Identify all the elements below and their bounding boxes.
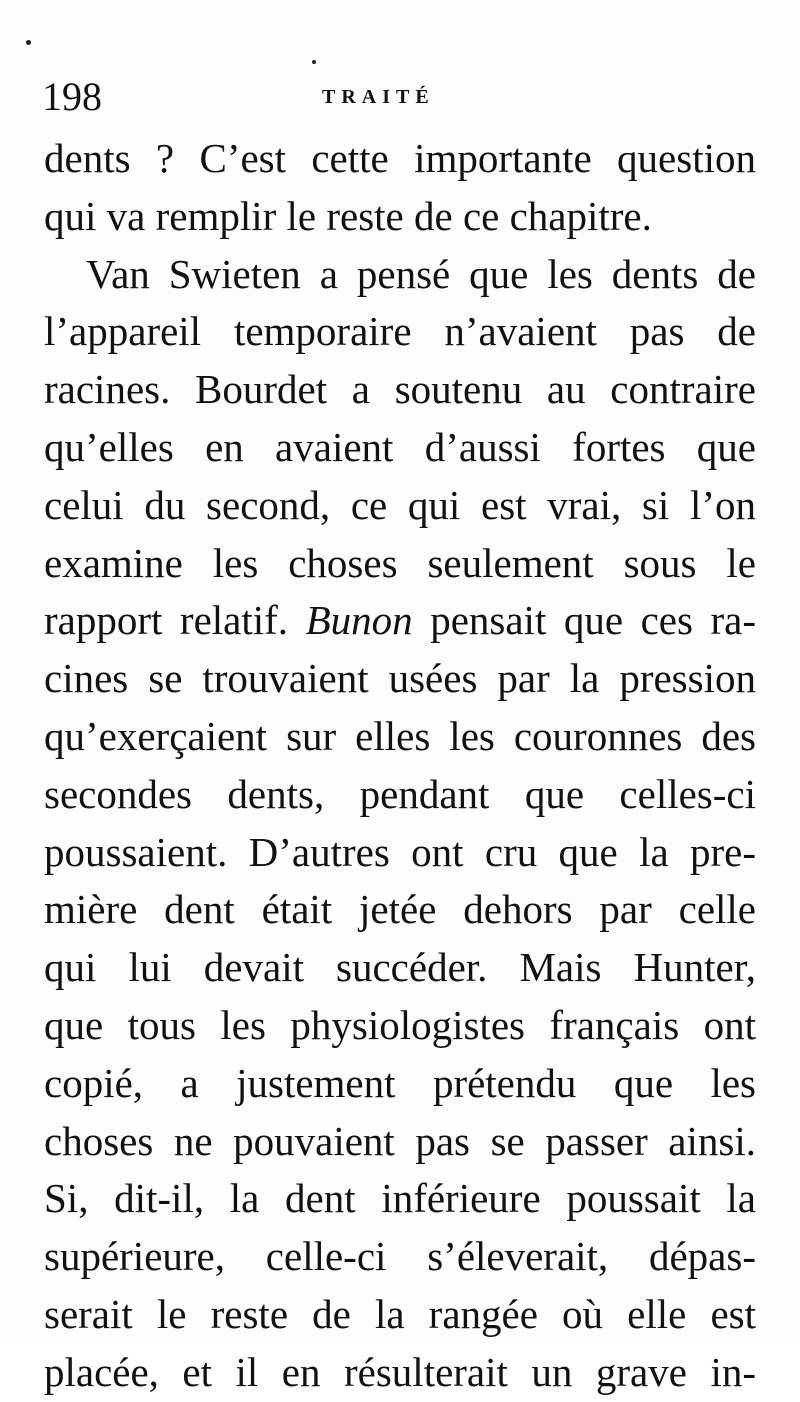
text-line: racines. Bourdet a soutenu au contraire	[44, 366, 756, 413]
text-line: dents ? C’est cette importante question	[44, 135, 756, 181]
text-line: serait le reste de la rangée où elle est	[44, 1290, 756, 1337]
text-line: choses ne pouvaient pas se passer ainsi.	[44, 1117, 756, 1164]
text-line: qu’elles en avaient d’aussi fortes que	[44, 423, 756, 470]
text-segment: pensait que ces ra-	[412, 597, 756, 644]
text-line: Si, dit-il, la dent inférieure poussait la	[44, 1175, 756, 1222]
page-header	[42, 72, 762, 122]
running-head: TRAITÉ	[322, 86, 435, 108]
text-line: supérieure, celle-ci s’éleverait, dépas-	[44, 1233, 756, 1280]
page-number: 198	[42, 74, 102, 119]
text-line: secondes dents, pendant que celles-ci	[44, 770, 756, 817]
text-line: celui du second, ce qui est vrai, si l’on	[44, 481, 756, 528]
text-line: qu’exerçaient sur elles les couronnes des	[44, 712, 756, 759]
text-line: l’appareil temporaire n’avaient pas de	[44, 308, 756, 355]
ink-speck	[26, 40, 31, 45]
text-line: qui va remplir le reste de ce chapitre.	[44, 192, 652, 239]
text-line: copié, a justement prétendu que les	[44, 1059, 756, 1106]
text-line: examine les choses seulement sous le	[44, 539, 756, 586]
italic-name: Bunon	[305, 597, 413, 644]
text-line: cines se trouvaient usées par la pression	[44, 655, 756, 702]
text-line: mière dent était jetée dehors par celle	[44, 886, 756, 933]
text-line: qui lui devait succéder. Mais Hunter,	[44, 944, 756, 991]
text-line: poussaient. D’autres ont cru que la pre-	[44, 828, 756, 875]
text-line-with-italic	[44, 592, 756, 650]
text-line: placée, et il en résulterait un grave in-	[44, 1348, 756, 1395]
text-segment: rapport relatif.	[44, 597, 306, 644]
text-line: Van Swieten a pensé que les dents de	[86, 250, 756, 297]
body-text	[44, 130, 756, 1402]
text-line: que tous les physiologistes français ont	[44, 1001, 756, 1048]
ink-speck	[312, 60, 316, 64]
